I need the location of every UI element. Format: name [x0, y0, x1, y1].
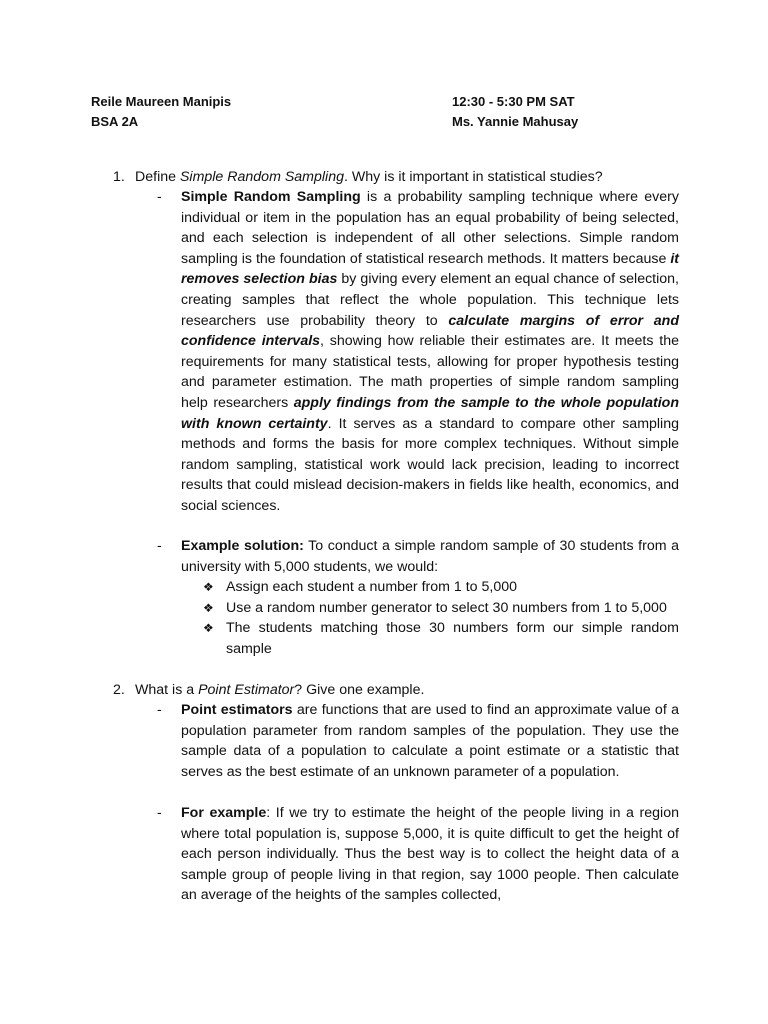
dash-marker: - [157, 805, 162, 821]
list-item [203, 577, 679, 598]
answer-text: by giving every element an equal chance of selection, creating samples that reflect the whole population. This technique lets researchers use probability theory to [181, 271, 680, 329]
question-number: 1. [113, 169, 125, 185]
instructor-name: Ms. Yannie Mahusay [452, 114, 579, 129]
question-text: What is a [135, 682, 199, 698]
step-text: The students matching those 30 numbers form our simple random sample [226, 620, 679, 657]
student-section: BSA 2A [91, 114, 139, 129]
bold-term: Example solution: [181, 538, 304, 554]
answer-1-example [157, 536, 679, 660]
list-item [203, 618, 679, 659]
answer-text: To conduct a simple random sample of 30 students from a university with 5,000 students, we would: [181, 538, 680, 575]
question-text: Define [135, 169, 180, 185]
answer-text: are functions that are used to find an approximate value of a population parameter from random samples of the population. They use the sample data of a population to calculate a point estimate or a statistic that serves as the best estimate of an unknown parameter of a population. [181, 702, 679, 780]
emphasis: apply findings from the sample to the whole population with known certainty [181, 394, 679, 432]
answer-text: , showing how reliable their estimates are. It meets the requirements for many statistical tests, allowing for proper hypothesis testing and parameter estimation. The math properties of simple random sampling help researchers [181, 333, 679, 411]
dash-marker: - [157, 702, 162, 718]
question-2 [113, 680, 693, 701]
answer-text: . It serves as a standard to compare other sampling methods and forms the basis for more complex techniques. Without simple random sampling, statistical work would lack precision, leading to incorrect results that could mislead decision-makers in fields like health, economics, and social sciences. [181, 415, 679, 514]
bullet-diamond-icon: ❖ [203, 600, 214, 615]
question-term: Simple Random Sampling [179, 169, 344, 185]
question-term: Point Estimator [198, 682, 295, 698]
dash-marker: - [157, 538, 162, 554]
steps-list [157, 577, 679, 659]
bold-term: For example [181, 805, 267, 821]
answer-paragraph [181, 536, 679, 577]
bold-term: Point estimators [181, 702, 293, 718]
student-name: Reile Maureen Manipis [91, 94, 232, 109]
step-text: Use a random number generator to select 30 numbers from 1 to 5,000 [226, 599, 667, 616]
question-number: 2. [113, 682, 125, 698]
list-item [203, 598, 679, 619]
answer-1-definition [157, 187, 679, 517]
emphasis: it removes selection bias [181, 250, 679, 288]
dash-marker: - [157, 189, 162, 205]
answer-2-definition [157, 700, 679, 782]
step-text: Assign each student a number from 1 to 5,000 [226, 579, 518, 596]
bullet-diamond-icon: ❖ [203, 580, 214, 595]
question-text: ? Give one example. [294, 682, 425, 698]
student-info [91, 92, 231, 132]
answer-text: : If we try to estimate the height of the people living in a region where total population is, suppose 5,000, it is quite difficult to get the height of each person individually. Thus the best way is to collect the height data of a sample group of people living in that region, say 1000 people. Then calculate an average of the heights of the samples collected, [181, 805, 679, 904]
class-info [452, 92, 578, 132]
answer-2-example [157, 803, 679, 906]
question-text: . Why is it important in statistical studies? [343, 169, 603, 185]
emphasis: calculate margins of error and confidence intervals [181, 312, 680, 350]
bold-term: Simple Random Sampling [181, 189, 361, 205]
answer-paragraph [181, 187, 679, 517]
question-1 [113, 167, 693, 188]
answer-text: is a probability sampling technique where every individual or item in the population has an equal probability of being selected, and each selection is independent of all other selections. Simple random sampling is the foundation of statistical research methods. It matters because [181, 189, 679, 267]
class-schedule: 12:30 - 5:30 PM SAT [452, 94, 575, 109]
answer-paragraph [181, 700, 679, 782]
bullet-diamond-icon: ❖ [203, 621, 214, 636]
answer-paragraph [181, 803, 679, 906]
